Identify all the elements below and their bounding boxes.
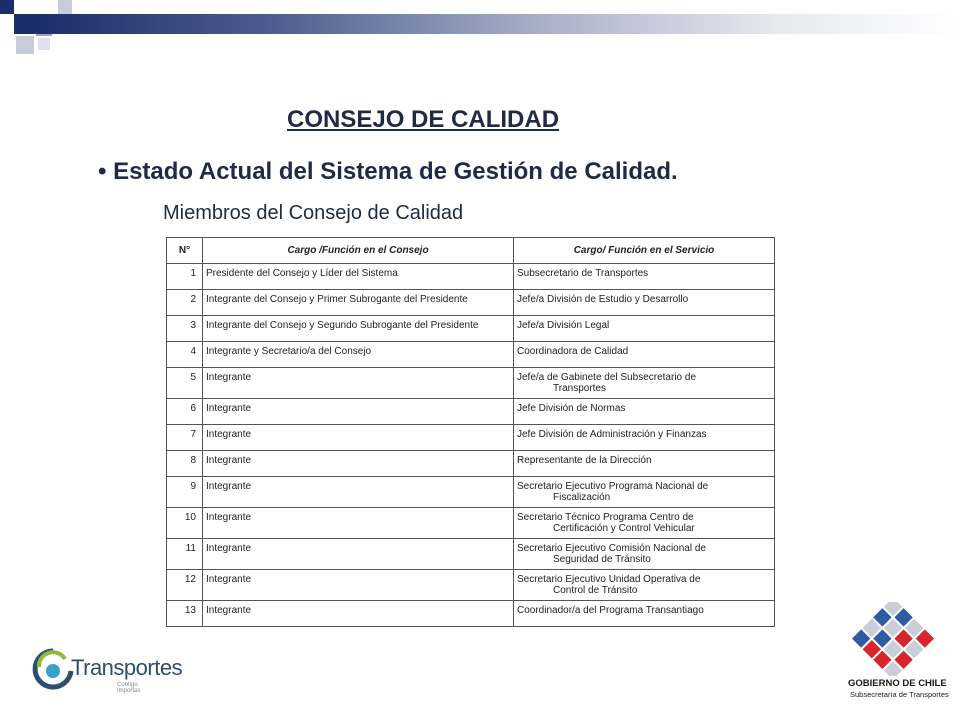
- row-number: 7: [167, 425, 203, 451]
- header-cargo-servicio: Cargo/ Función en el Servicio: [514, 238, 775, 264]
- row-cargo-consejo: Integrante: [203, 451, 514, 477]
- row-number: 11: [167, 539, 203, 570]
- table-row: [167, 477, 775, 508]
- header-number: N°: [167, 238, 203, 264]
- servicio-line-1: Secretario Ejecutivo Unidad Operativa de: [517, 574, 701, 585]
- row-cargo-servicio: [514, 425, 775, 451]
- row-cargo-servicio: [514, 508, 775, 539]
- transportes-swirl-icon: [31, 645, 75, 693]
- row-cargo-consejo: Integrante: [203, 539, 514, 570]
- row-number: 3: [167, 316, 203, 342]
- row-cargo-consejo: Integrante del Consejo y Segundo Subrogante del Presidente: [203, 316, 514, 342]
- row-cargo-consejo: Integrante: [203, 368, 514, 399]
- servicio-line-1: Jefe División de Normas: [517, 403, 626, 414]
- servicio-line-1: Secretario Ejecutivo Comisión Nacional de: [517, 543, 706, 554]
- members-table: [166, 237, 775, 627]
- slide-title: CONSEJO DE CALIDAD: [287, 106, 560, 133]
- row-number: 12: [167, 570, 203, 601]
- servicio-line-1: Subsecretario de Transportes: [517, 268, 649, 279]
- row-cargo-consejo: Integrante: [203, 477, 514, 508]
- bullet-heading-text: Estado Actual del Sistema de Gestión de Calidad.: [113, 158, 678, 185]
- table-header-row: [167, 238, 775, 264]
- table-row: [167, 601, 775, 627]
- servicio-line-2: Transportes: [553, 383, 606, 394]
- row-cargo-servicio: [514, 316, 775, 342]
- servicio-line-2: Certificación y Control Vehicular: [553, 523, 695, 534]
- chile-diamond-icon: [843, 602, 943, 676]
- row-cargo-consejo: Integrante y Secretario/a del Consejo: [203, 342, 514, 368]
- row-number: 9: [167, 477, 203, 508]
- servicio-line-1: Jefe/a División de Estudio y Desarrollo: [517, 294, 689, 305]
- gobierno-title: GOBIERNO DE CHILE: [848, 678, 947, 689]
- transportes-logo: [31, 645, 183, 694]
- decor-square-navy: [0, 0, 14, 14]
- row-cargo-consejo: Integrante: [203, 570, 514, 601]
- servicio-line-1: Secretario Ejecutivo Programa Nacional de: [517, 481, 709, 492]
- table-row: [167, 399, 775, 425]
- table-row: [167, 570, 775, 601]
- servicio-line-2: Control de Tránsito: [553, 585, 638, 596]
- row-number: 1: [167, 264, 203, 290]
- row-number: 4: [167, 342, 203, 368]
- row-cargo-consejo: Integrante: [203, 425, 514, 451]
- row-number: 2: [167, 290, 203, 316]
- row-cargo-consejo: Integrante del Consejo y Primer Subrogante del Presidente: [203, 290, 514, 316]
- table-row: [167, 451, 775, 477]
- servicio-line-2: Seguridad de Tránsito: [553, 554, 651, 565]
- row-cargo-servicio: [514, 570, 775, 601]
- row-cargo-servicio: [514, 451, 775, 477]
- row-cargo-servicio: [514, 477, 775, 508]
- row-cargo-servicio: [514, 264, 775, 290]
- transportes-wordmark: Transportes: [71, 655, 183, 680]
- servicio-line-1: Jefe/a División Legal: [517, 320, 610, 331]
- servicio-line-1: Jefe División de Administración y Finanzas: [517, 429, 707, 440]
- table-row: [167, 264, 775, 290]
- decor-square-light: [16, 36, 34, 54]
- row-number: 8: [167, 451, 203, 477]
- row-number: 13: [167, 601, 203, 627]
- row-cargo-servicio: [514, 399, 775, 425]
- row-number: 6: [167, 399, 203, 425]
- members-table-body: [167, 264, 775, 627]
- gobierno-subtitle: Subsecretaría de Transportes: [850, 690, 949, 699]
- servicio-line-1: Coordinador/a del Programa Transantiago: [517, 605, 704, 616]
- slide-subtitle: Miembros del Consejo de Calidad: [163, 202, 464, 224]
- table-row: [167, 316, 775, 342]
- table-row: [167, 508, 775, 539]
- table-row: [167, 290, 775, 316]
- row-cargo-consejo: Integrante: [203, 508, 514, 539]
- row-cargo-consejo: Integrante: [203, 399, 514, 425]
- table-row: [167, 539, 775, 570]
- servicio-line-2: Fiscalización: [553, 492, 611, 503]
- servicio-line-1: Secretario Técnico Programa Centro de: [517, 512, 694, 523]
- decor-square-navy: [14, 14, 34, 34]
- row-cargo-servicio: [514, 290, 775, 316]
- table-row: [167, 368, 775, 399]
- header-gradient-bar: [34, 14, 960, 34]
- decor-square-light: [38, 38, 50, 50]
- servicio-line-1: Jefe/a de Gabinete del Subsecretario de: [517, 372, 697, 383]
- servicio-line-1: Coordinadora de Calidad: [517, 346, 629, 357]
- row-cargo-servicio: [514, 368, 775, 399]
- row-cargo-servicio: [514, 539, 775, 570]
- row-number: 5: [167, 368, 203, 399]
- bullet-heading: • Estado Actual del Sistema de Gestión de Calidad.: [98, 158, 678, 185]
- row-cargo-consejo: Integrante: [203, 601, 514, 627]
- decor-square-light: [58, 0, 72, 14]
- row-cargo-servicio: [514, 342, 775, 368]
- row-number: 10: [167, 508, 203, 539]
- header-cargo-consejo: Cargo /Función en el Consejo: [203, 238, 514, 264]
- servicio-line-1: Representante de la Dirección: [517, 455, 652, 466]
- transportes-tagline: Contigo Importas: [117, 682, 141, 694]
- row-cargo-servicio: [514, 601, 775, 627]
- table-row: [167, 342, 775, 368]
- table-row: [167, 425, 775, 451]
- row-cargo-consejo: Presidente del Consejo y Líder del Sistema: [203, 264, 514, 290]
- gobierno-de-chile-logo: [843, 602, 949, 700]
